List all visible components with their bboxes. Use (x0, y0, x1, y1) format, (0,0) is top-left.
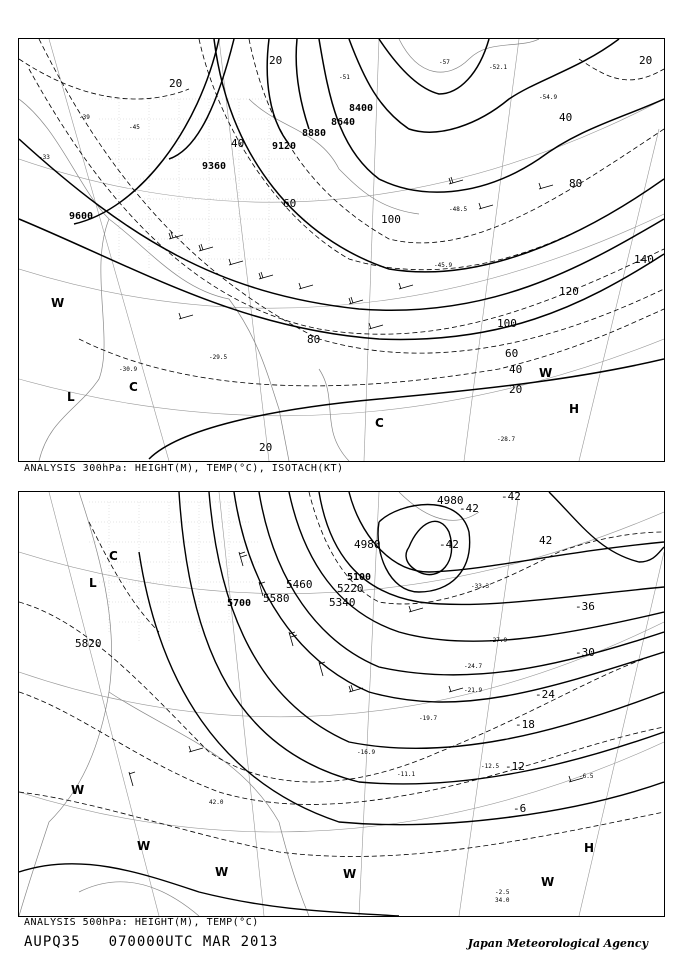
height-label: 9120 (272, 141, 297, 152)
isotach-label: 20 (169, 77, 183, 90)
height-label: 8640 (331, 117, 356, 128)
temp-value: -48.5 (449, 206, 468, 213)
isotherm-label: -24 (535, 688, 555, 701)
height-label: 5820 (75, 637, 102, 650)
high-symbol: H (569, 402, 580, 416)
height-label: 5460 (286, 578, 313, 591)
height-label: 5700 (227, 598, 252, 609)
isotach-label: 80 (307, 333, 321, 346)
temp-value: -33 (39, 154, 50, 161)
terrain-mask (89, 502, 259, 642)
temp-value: -21.9 (464, 687, 483, 694)
height-label: 8880 (302, 128, 327, 139)
height-label: 9600 (69, 211, 94, 222)
height-label: 5220 (337, 582, 364, 595)
low-symbol: L (89, 576, 97, 590)
temp-value: -51 (339, 74, 350, 81)
temp-value: -45.9 (434, 262, 453, 269)
valid-time: 070000UTC MAR 2013 (108, 934, 279, 950)
map-panel-500hpa (18, 491, 665, 917)
temp-value: -30.9 (119, 366, 138, 373)
low-symbol: L (67, 390, 75, 404)
isotach-label: 40 (231, 137, 245, 150)
warm-symbol: W (215, 865, 229, 879)
isotach-lines (19, 39, 664, 386)
height-label: 4980 (354, 538, 381, 551)
temp-value: -33.3 (471, 583, 490, 590)
isotach-label: 20 (259, 441, 273, 454)
height-label: 4980 (437, 494, 464, 507)
temp-value: 34.0 (495, 897, 510, 904)
isotherm-label: -30 (575, 646, 595, 659)
height-label: 9360 (202, 161, 227, 172)
graticule (19, 39, 664, 461)
warm-symbol: W (51, 296, 65, 310)
isotherm-label: -42 (501, 492, 521, 503)
caption-500hpa: ANALYSIS 500hPa: HEIGHT(M), TEMP(°C) (24, 917, 259, 928)
height-label: 5580 (263, 592, 290, 605)
temp-value: -39 (79, 114, 90, 121)
high-symbol: H (584, 841, 595, 855)
temp-value: -6.5 (579, 773, 594, 780)
height-contours (19, 39, 664, 459)
isotach-label: 140 (634, 253, 654, 266)
map-panel-300hpa (18, 38, 665, 462)
cold-symbol: C (129, 380, 138, 394)
isotach-label: 80 (569, 177, 583, 190)
temp-value: -45 (129, 124, 140, 131)
isotherm-label: -42 (459, 502, 479, 515)
isotherm-label: -12 (505, 760, 525, 773)
isotach-label: 20 (269, 54, 283, 67)
isotach-label: 40 (509, 363, 523, 376)
isotherm-label: -42 (439, 538, 459, 551)
warm-symbol: W (343, 867, 357, 881)
temp-value: -54.9 (539, 94, 558, 101)
isotach-label: 60 (505, 347, 519, 360)
warm-symbol: W (539, 366, 553, 380)
isotach-label: 120 (559, 285, 579, 298)
temp-value: -52.1 (489, 64, 508, 71)
map-500hpa (19, 492, 664, 916)
cold-symbol: C (109, 549, 118, 563)
isotherm-label: 42 (539, 534, 553, 547)
isotach-label: 60 (283, 197, 297, 210)
isotherm-label: -36 (575, 600, 595, 613)
temp-value: -28.7 (497, 436, 516, 443)
temp-value: -57 (439, 59, 450, 66)
temp-value: 42.0 (209, 799, 224, 806)
isotach-label: 100 (497, 317, 517, 330)
cold-symbol: C (375, 416, 384, 430)
chart-code: AUPQ35 (24, 934, 81, 950)
temp-value: -29.5 (209, 354, 228, 361)
isotach-label: 100 (381, 213, 401, 226)
isotherm-lines (19, 492, 664, 856)
map-300hpa (19, 39, 664, 461)
warm-symbol: W (541, 875, 555, 889)
isotach-label: 20 (639, 54, 653, 67)
warm-symbol: W (137, 839, 151, 853)
warm-symbol: W (71, 783, 85, 797)
temp-value: -24.7 (464, 663, 483, 670)
temp-value: -19.7 (419, 715, 438, 722)
temp-value: -27.9 (489, 637, 508, 644)
height-label: 8400 (349, 103, 374, 114)
temp-value: -12.5 (481, 763, 500, 770)
isotach-label: 20 (509, 383, 523, 396)
isotach-label: 40 (559, 111, 573, 124)
chart-id (24, 934, 306, 950)
caption-300hpa: ANALYSIS 300hPa: HEIGHT(M), TEMP(°C), ISOTACH(KT) (24, 463, 344, 474)
height-label: 5100 (347, 572, 372, 583)
isotherm-label: -18 (515, 718, 535, 731)
temp-value: -2.5 (495, 889, 510, 896)
isotherm-label: -6 (513, 802, 527, 815)
temp-value: -11.1 (397, 771, 416, 778)
temp-value: -16.9 (357, 749, 376, 756)
agency-credit: Japan Meteorological Agency (467, 937, 648, 950)
height-label: 5340 (329, 596, 356, 609)
